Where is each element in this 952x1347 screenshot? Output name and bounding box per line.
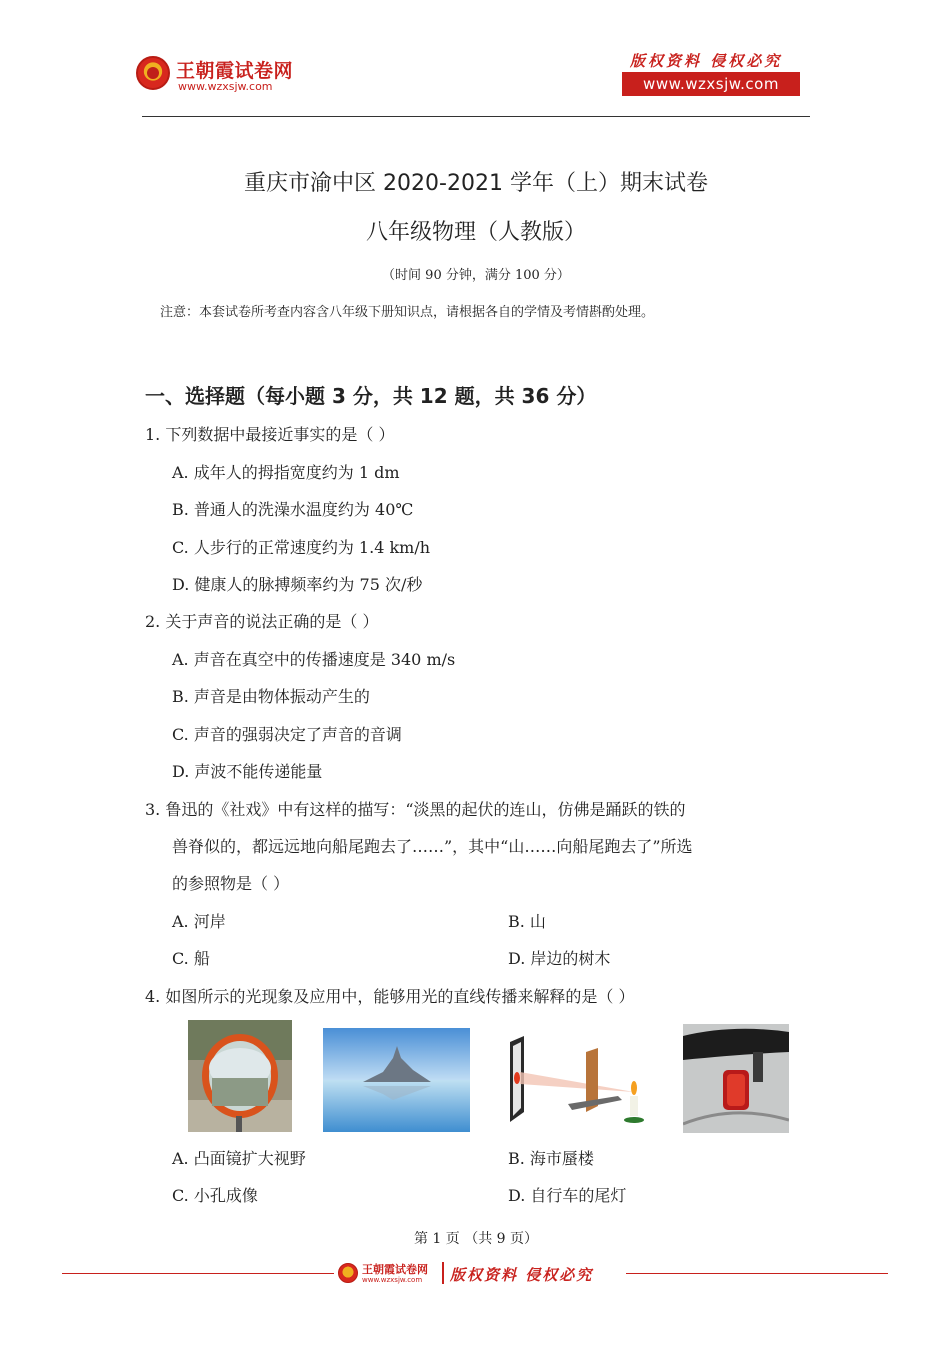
question-4-stem: 4. 如图所示的光现象及应用中，能够用光的直线传播来解释的是（ ） xyxy=(145,987,635,1006)
question-4-option-c: C. 小孔成像 xyxy=(172,1186,258,1205)
brand-name: 王朝霞试卷网 xyxy=(176,60,294,82)
copyright-notice: 版权资料 侵权必究 xyxy=(630,52,783,70)
question-3-option-d: D. 岸边的树木 xyxy=(508,949,611,968)
exam-title: 重庆市渝中区 2020-2021 学年（上）期末试卷 xyxy=(244,171,708,196)
section-heading: 一、选择题（每小题 3 分，共 12 题，共 36 分） xyxy=(145,384,597,408)
convex-mirror-image xyxy=(188,1020,292,1132)
question-3-option-c: C. 船 xyxy=(172,949,210,968)
question-2-option-d: D. 声波不能传递能量 xyxy=(172,762,323,781)
footer-copyright: 版权资料 侵权必究 xyxy=(450,1266,594,1284)
footer-brand-url[interactable]: www.wzxsjw.com xyxy=(362,1276,423,1284)
question-2-option-c: C. 声音的强弱决定了声音的音调 xyxy=(172,725,402,744)
question-1-stem: 1. 下列数据中最接近事实的是（ ） xyxy=(145,425,395,444)
brand-logo-icon xyxy=(136,56,170,90)
bicycle-taillight-image xyxy=(683,1024,789,1133)
header-divider xyxy=(142,116,810,117)
question-1-option-c: C. 人步行的正常速度约为 1.4 km/h xyxy=(172,538,431,557)
question-1-option-d: D. 健康人的脉搏频率约为 75 次/秒 xyxy=(172,575,423,594)
question-3-stem-line3: 的参照物是（ ） xyxy=(172,874,290,893)
footer-separator xyxy=(442,1262,444,1284)
question-2-option-b: B. 声音是由物体振动产生的 xyxy=(172,687,370,706)
question-3-stem-line2: 兽脊似的，都远远地向船尾跑去了……”，其中“山……向船尾跑去了”所选 xyxy=(172,837,693,856)
question-2-stem: 2. 关于声音的说法正确的是（ ） xyxy=(145,612,379,631)
question-2-option-a: A. 声音在真空中的传播速度是 340 m/s xyxy=(172,650,456,669)
question-3-option-a: A. 河岸 xyxy=(172,912,226,931)
footer-logo-icon xyxy=(338,1263,358,1283)
exam-subtitle: 八年级物理（人教版） xyxy=(365,220,586,245)
question-3-option-b: B. 山 xyxy=(508,912,546,931)
question-3-stem: 3. 鲁迅的《社戏》中有这样的描写：“淡黑的起伏的连山，仿佛是踊跃的铁的 xyxy=(145,800,686,819)
footer-line-right xyxy=(626,1273,888,1274)
question-4-option-a: A. 凸面镜扩大视野 xyxy=(172,1149,306,1168)
footer-brand-name: 王朝霞试卷网 xyxy=(362,1263,428,1276)
exam-note: 注意：本套试卷所考查内容含八年级下册知识点，请根据各自的学情及考情斟酌处理。 xyxy=(160,305,655,320)
brand-url[interactable]: www.wzxsjw.com xyxy=(178,80,273,93)
question-1-option-b: B. 普通人的洗澡水温度约为 40℃ xyxy=(172,500,414,519)
question-4-option-b: B. 海市蜃楼 xyxy=(508,1149,594,1168)
mirage-image xyxy=(323,1028,470,1132)
question-4-option-d: D. 自行车的尾灯 xyxy=(508,1186,627,1205)
exam-time-info: （时间 90 分钟，满分 100 分） xyxy=(382,268,570,283)
page-number: 第 1 页 （共 9 页） xyxy=(413,1231,539,1247)
question-1-option-a: A. 成年人的拇指宽度约为 1 dm xyxy=(172,463,400,482)
header-url-banner[interactable]: www.wzxsjw.com xyxy=(622,72,800,96)
pinhole-camera-image xyxy=(506,1034,656,1128)
footer-line-left xyxy=(62,1273,334,1274)
